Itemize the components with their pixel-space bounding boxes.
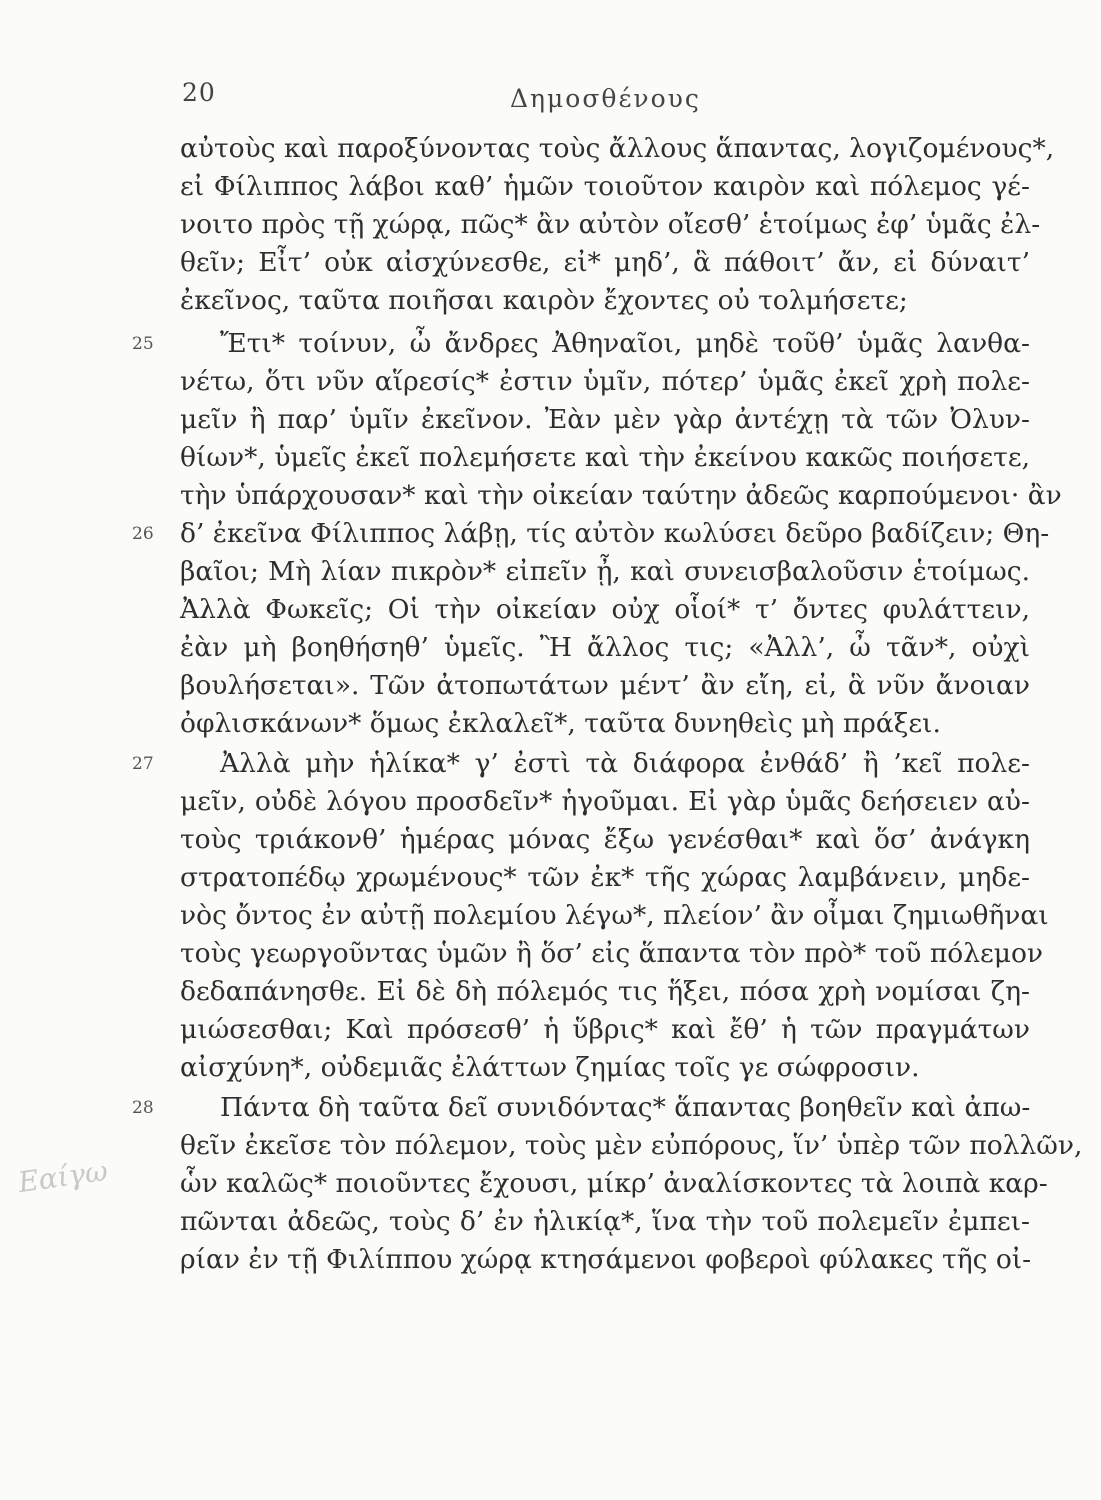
text-line: μιώσεσθαι; Καὶ πρόσεσθ’ ἡ ὕβρις* καὶ ἔθ’ ἡ τῶν πραγμάτων xyxy=(180,1014,1030,1045)
page-number: 20 xyxy=(182,78,216,107)
text-line: νέτω, ὅτι νῦν αἵρεσίς* ἐστιν ὑμῖν, πότερ’ ὑμᾶς ἐκεῖ χρὴ πολε- xyxy=(180,366,1030,397)
text-line: δ’ ἐκεῖνα Φίλιππος λάβῃ, τίς αὐτὸν κωλύσει δεῦρο βαδίζειν; Θη- xyxy=(180,518,1050,549)
text-line: ἐκεῖνος, ταῦτα ποιῆσαι καιρὸν ἔχοντες οὐ τολμήσετε; xyxy=(180,285,908,316)
running-head: Δημοσθένους xyxy=(510,84,701,113)
section-number: 27 xyxy=(132,754,154,774)
margin-handwriting: Εαίγω xyxy=(16,1153,110,1200)
text-line: θίων*, ὑμεῖς ἐκεῖ πολεμήσετε καὶ τὴν ἐκείνου κακῶς ποιήσετε, xyxy=(180,442,1030,473)
text-line: Ἀλλὰ Φωκεῖς; Οἱ τὴν οἰκείαν οὐχ οἷοί* τ’ ὄντες φυλάττειν, xyxy=(180,594,1030,625)
text-line: θεῖν ἐκεῖσε τὸν πόλεμον, τοὺς μὲν εὐπόρους, ἵν’ ὑπὲρ τῶν πολλῶν, xyxy=(180,1130,1083,1161)
text-line: Ἔτι* τοίνυν, ὦ ἄνδρες Ἀθηναῖοι, μηδὲ τοῦθ’ ὑμᾶς λανθα- xyxy=(220,328,1030,359)
text-line: βαῖοι; Μὴ λίαν πικρὸν* εἰπεῖν ᾖ, καὶ συνεισβαλοῦσιν ἑτοίμως. xyxy=(180,556,1030,587)
text-line: πῶνται ἀδεῶς, τοὺς δ’ ἐν ἡλικίᾳ*, ἵνα τὴν τοῦ πολεμεῖν ἐμπει- xyxy=(180,1206,1030,1237)
text-line: βουλήσεται». Τῶν ἀτοπωτάτων μέντ’ ἂν εἴη, εἰ, ἃ νῦν ἄνοιαν xyxy=(180,670,1030,701)
text-line: αὐτοὺς καὶ παροξύνοντας τοὺς ἄλλους ἅπαντας, λογιζομένους*, xyxy=(180,133,1055,164)
text-line: τοὺς γεωργοῦντας ὑμῶν ἢ ὅσ’ εἰς ἅπαντα τὸν πρὸ* τοῦ πόλεμον xyxy=(180,938,1044,969)
text-line: Ἀλλὰ μὴν ἡλίκα* γ’ ἐστὶ τὰ διάφορα ἐνθάδ’ ἢ ’κεῖ πολε- xyxy=(220,748,1030,779)
text-line: μεῖν ἢ παρ’ ὑμῖν ἐκεῖνον. Ἐὰν μὲν γὰρ ἀντέχῃ τὰ τῶν Ὀλυν- xyxy=(180,404,1030,435)
text-line: Πάντα δὴ ταῦτα δεῖ συνιδόντας* ἅπαντας βοηθεῖν καὶ ἀπω- xyxy=(220,1092,1031,1123)
text-line: ὀφλισκάνων* ὅμως ἐκλαλεῖ*, ταῦτα δυνηθεὶς μὴ πράξει. xyxy=(180,708,941,739)
text-line: δεδαπάνησθε. Εἰ δὲ δὴ πόλεμός τις ἥξει, πόσα χρὴ νομίσαι ζη- xyxy=(180,976,1030,1007)
text-line: ρίαν ἐν τῇ Φιλίππου χώρᾳ κτησάμενοι φοβεροὶ φύλακες τῆς οἰ- xyxy=(180,1244,1032,1275)
text-line: μεῖν, οὐδὲ λόγου προσδεῖν* ἡγοῦμαι. Εἰ γὰρ ὑμᾶς δεήσειεν αὐ- xyxy=(180,786,1030,817)
text-line: τὴν ὑπάρχουσαν* καὶ τὴν οἰκείαν ταύτην ἀδεῶς καρπούμενοι· ἂν xyxy=(180,480,1062,511)
text-line: στρατοπέδῳ χρωμένους* τῶν ἐκ* τῆς χώρας λαμβάνειν, μηδε- xyxy=(180,862,1030,893)
section-number: 25 xyxy=(132,334,154,354)
section-number: 28 xyxy=(132,1098,154,1118)
text-line: ὧν καλῶς* ποιοῦντες ἔχουσι, μίκρ’ ἀναλίσκοντες τὰ λοιπὰ καρ- xyxy=(180,1168,1048,1199)
text-line: εἰ Φίλιππος λάβοι καθ’ ἡμῶν τοιοῦτον καιρὸν καὶ πόλεμος γέ- xyxy=(180,171,1030,202)
text-line: θεῖν; Εἶτ’ οὐκ αἰσχύνεσθε, εἰ* μηδ’, ἃ πάθοιτ’ ἄν, εἰ δύναιτ’ xyxy=(180,247,1030,278)
text-line: τοὺς τριάκονθ’ ἡμέρας μόνας ἔξω γενέσθαι* καὶ ὅσ’ ἀνάγκη xyxy=(180,824,1030,855)
text-line: νὸς ὄντος ἐν αὐτῇ πολεμίου λέγω*, πλείον’ ἂν οἶμαι ζημιωθῆναι xyxy=(180,900,1049,931)
text-line: ἐὰν μὴ βοηθήσηθ’ ὑμεῖς. Ἢ ἄλλος τις; «Ἀλλ’, ὦ τᾶν*, οὐχὶ xyxy=(180,632,1030,663)
page-header xyxy=(180,78,1040,118)
text-line: αἰσχύνη*, οὐδεμιᾶς ἐλάττων ζημίας τοῖς γε σώφροσιν. xyxy=(180,1052,920,1083)
text-line: νοιτο πρὸς τῇ χώρᾳ, πῶς* ἂν αὐτὸν οἴεσθ’ ἑτοίμως ἐφ’ ὑμᾶς ἐλ- xyxy=(180,209,1041,240)
section-number: 26 xyxy=(132,524,154,544)
